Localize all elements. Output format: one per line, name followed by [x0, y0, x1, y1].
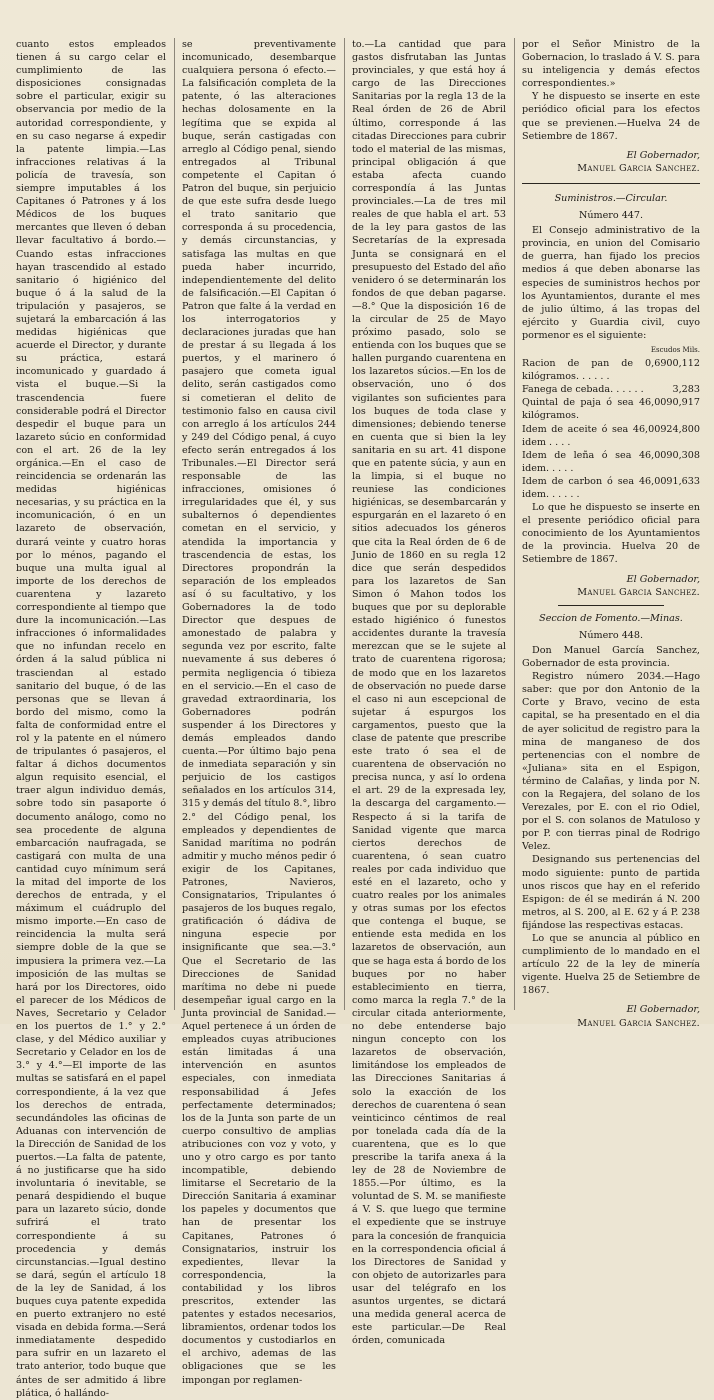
- price-label: Fanega de cebada. . . . . .: [522, 384, 644, 396]
- section-title-fomento: Seccion de Fomento.—Minas.: [539, 612, 683, 624]
- column-2: [182, 38, 336, 1386]
- price-value: 3,283: [672, 384, 700, 396]
- price-row: [522, 423, 700, 449]
- order-text: Y he dispuesto se inserte en este periódico oficial para los efectos que se previenen.—Huelva 24 de Setiembre de 1867.: [522, 91, 700, 142]
- signature-name: Manuel Garcia Sanchez.: [577, 1017, 700, 1029]
- column-3: [352, 38, 506, 1347]
- column-1: [16, 38, 166, 1399]
- section-close-text: Lo que se anuncia al público en cumplimiento de lo mandado en el artículo 22 de la ley de minería vigente. Huelva 25 de Setiembre de 1867.: [522, 933, 700, 997]
- column-4: [522, 38, 700, 1029]
- section-intro: Don Manuel García Sanchez, Gobernador de esta provincia.: [522, 644, 700, 670]
- price-row: [522, 475, 700, 501]
- column-1-text: cuanto estos empleados tienen á su cargo celar el cumplimiento de las disposiciones consignadas sobre el particular, exigir su observancia por medio de la autoridad correspondiente, y en su caso negarse á expedir la patente limpia.—Las infracciones relativas á la policía de travesía, son siempre imputables á los Capitanes ó Patrones y á los Médicos de los buques mercantes que lleven ó deban llevar facultativo á bordo.—Cuando estas infracciones hayan trascendido al estado sanitario ó higiénico del buque ó á la salud de la tripulación y pasajeros, se sujetará la embarcación á las medidas higiénicas que acuerde el Director, y durante su práctica, estará incomunicado y guardado á vista el buque.—Si la trascendencia fuere considerable podrá el Director despedir el buque para un lazareto súcio en conformidad con el art. 26 de la ley orgánica.—En el caso de reincidencia se ordenarán las medidas higiénicas necesarias, y su práctica en la incomunicación, ó en un lazareto de observación, durará veinte y cuatro horas por lo ménos, pagando el buque una multa igual al importe de los derechos de cuarentena y lazareto correspondiente al tiempo que dure la incomunicación.—Las infracciones ó informalidades que no infundan recelo en órden á la salud pública ni trasciendan al estado sanitario del buque, ó de las personas que se llevan á bordo del mismo, como la falta de conformidad entre el rol y la patente en el número de tripulantes ó pasajeros, el faltar á dichos documentos algun requisito esencial, el traer algun individuo demás, sobre todo sin pasaporte ó documento análogo, como no sea procedente de alguna embarcación naufragada, se castigará con multa de una cantidad cuyo mínimum será la mitad del importe de los derechos de entrada, y el máximum el cuádruplo del mismo importe.—En caso de reincidencia la multa será siempre doble de la que se impusiera la primera vez.—La imposición de las multas se hará por los Directores, oido el parecer de los Médicos de Naves, Secretario y Celador en los puertos de 1.° y 2.° clase, y del Médico auxiliar y Secretario y Celador en los de 3.° y 4.°—El importe de las multas se satisfará en el papel correspondiente, á la vez que los derechos de entrada, secundándoles las oficinas de Aduanas con intervención de la Dirección de Sanidad de los puertos.—La falta de patente, á no justificarse que ha sido involuntaria ó inevitable, se penará despidiendo el buque para un lazareto súcio, donde sufrirá el trato correspondiente á su procedencia y demás circunstancias.—Igual destino se dará, según el artículo 18 de la ley de Sanidad, á los buques cuya patente expedida en puerto extranjero no esté visada en debida forma.—Será inmediatamente despedido para sufrir en un lazareto el trato anterior, todo buque que ántes de ser admitido á libre plática, ó hallándo-: [16, 39, 166, 1399]
- price-value: 0,112: [672, 358, 700, 370]
- section-body: Designando sus pertenencias del modo siguiente: punto de partida unos riscos que hay en el referido Espigon: de él se medirán á N. 200 metros, al S. 200, al E. 62 y á P. 238 fijándose las respectivas estacas.: [522, 854, 700, 931]
- price-value: 1,633: [672, 475, 700, 487]
- price-label: Quintal de paja ó sea 46,009 kilógramos.: [522, 397, 673, 422]
- column-divider: [174, 38, 175, 1010]
- price-label: Idem de aceite ó sea 46,009 idem . . . .: [522, 423, 667, 448]
- price-row: [522, 449, 700, 475]
- price-label: Idem de leña ó sea 46,009 idem. . . . .: [522, 449, 673, 474]
- column-3-text: to.—La cantidad que para gastos disfrutaban las Juntas provinciales, y que está hoy á cargo de las Direcciones Sanitarias por la regla 13 de la Real órden de 26 de Abril último, corresponde á las citadas Direcciones para cubrir todo el material de las mismas, principal obligación á que estaba afecta cuando correspondía á las Juntas provinciales.—La de tres mil reales de que habla el art. 53 de la ley para gastos de las Secretarías de la expresada Junta se consignará en el presupuesto del Estado del año venidero ó se determinarán los fondos de que deban pagarse.—8.° Que la disposición 16 de la circular de 25 de Mayo próximo pasado, solo se entienda con los buques que se hallen purgando cuarentena en los lazaretos súcios.—En los de observación, uno ó dos vigilantes son suficientes para los buques de toda clase y dimensiones; debiendo tenerse en cuenta que si bien la ley sanitaria en su art. 41 dispone que en patente súcia, y aun en la limpia, si el buque no reuniese las condiciones higiénicas, se desembarcarán y espurgarán en el lazareto ó en sitios adecuados los géneros que cita la Real órden de 6 de Junio de 1860 en su regla 12 dice que serán despedidos para los lazaretos de San Simon ó Mahon todos los buques que por su deplorable estado higiénico ó funestos accidentes durante la travesía merezcan que se le sujete al trato de cuarentena rigorosa; de modo que en los lazaretos de observación no puede darse el caso ni aun escepcional de sujetar á espurgos los cargamentos, puesto que la clase de patente que prescribe este trato ó sea el de cuarentena de observación no precisa nunca, y así lo ordena el art. 29 de la expresada ley, la descarga del cargamento.—Respecto á si la tarifa de Sanidad vigente que marca ciertos derechos de cuarentena, ó sean cuatro reales por cada individuo que esté en el lazareto, ocho y cuatro reales por los animales y otras sumas por los efectos que contenga el buque, se entiende esta medida en los lazaretos de observación, aun que se haga esta á bordo de los buques por no haber establecimiento en tierra, como marca la regla 7.° de la circular citada anteriormente, no debe entenderse bajo ningun concepto con los lazaretos de observación, limitándose los empleados de las Direcciones Sanitarias á solo la exacción de los derechos de cuarentena ó sean veinticinco céntimos de real por tonelada cada día de la cuarentena, que es lo que prescribe la tarifa anexa á la ley de 28 de Noviembre de 1855.—Por último, es la voluntad de S. M. se manifieste á V. S. que luego que termine el expediente que se instruye para la concesión de franquicia en la correspondencia oficial á los Directores de Sanidad y con objeto de autorizarles para usar del telégrafo en los asuntos urgentes, se dictará una medida general acerca de este particular.—De Real órden, comunicada: [352, 39, 506, 1347]
- price-value: 0,917: [672, 397, 700, 409]
- price-row: [522, 357, 700, 383]
- section-divider: [558, 605, 665, 606]
- signature-name: Manuel Garcia Sanchez.: [577, 586, 700, 598]
- price-row: [522, 396, 700, 422]
- section-number: Número 448.: [578, 629, 644, 641]
- price-row: [522, 383, 700, 396]
- continuation-text: por el Señor Ministro de la Gobernacion, lo traslado á V. S. para su inteligencia y demás efectos correspondientes.»: [522, 39, 700, 90]
- price-label: Idem de carbon ó sea 46,009 idem. . . . . .: [522, 475, 673, 500]
- column-divider: [344, 38, 345, 1010]
- price-value: 24,800: [666, 423, 700, 435]
- column-2-text: se preventivamente incomunicado, desembarque cualquiera persona ó efecto.—La falsificación completa de la patente, ó las alteraciones hechas dolosamente en la legítima que se expida al buque, serán castigadas con arreglo al Código penal, siendo entregados al Tribunal competente el Capitan ó Patron del buque, sin perjuicio de que este sufra desde luego el trato sanitario que corresponda á su procedencia, y demás circunstancias, y satisfaga las multas en que pueda haber incurrido, independientemente del delito de falsificación.—El Capitan ó Patron que falte á la verdad en los interrogatorios y declaraciones juradas que han de prestar á su llegada á los puertos, y el marinero ó pasajero que cometa igual delito, serán castigados como si cometieran el delito de testimonio falso en causa civil con arreglo á los artículos 244 y 249 del Código penal, á cuyo efecto serán entregados á los Tribunales.—El Director será responsable de las infracciones, omisiones ó irregularidades que él, y sus subalternos ó dependientes cometan en el servicio, y atendida la importancia y trascendencia de estas, los Directores propondrán la separación de los empleados así ó su facultativo, y los Gobernadores la de todo Director que despues de amonestado de palabra y segunda vez por escrito, falte nuevamente á sus deberes ó permita negligencia ó tibieza en el servicio.—En el caso de gravedad extraordinaria, los Gobernadores podrán suspender á los Directores y demás empleados dando cuenta.—Por último bajo pena de inmediata separación y sin perjuicio de los castigos señalados en los artículos 314, 315 y demás del título 8.°, libro 2.° del Código penal, los empleados y dependientes de Sanidad marítima no podrán admitir y mucho ménos pedir ó exigir de los Capitanes, Patrones, Navieros, Consignatarios, Tripulantes ó pasajeros de los buques regalo, gratificación ó dádiva de ninguna especie por insignificante que sea.—3.° Que el Secretario de las Direcciones de Sanidad marítima no debe ni puede desempeñar igual cargo en la Junta provincial de Sanidad.—Aquel pertenece á un órden de empleados cuyas atribuciones están limitadas á una intervención en asuntos especiales, con inmediata responsabilidad á Jefes perfectamente determinados; los de la Junta son parte de un cuerpo consultivo de amplias atribuciones con voz y voto, y uno y otro cargo es por tanto incompatible, debiendo limitarse el Secretario de la Dirección Sanitaria á examinar los papeles y documentos que han de presentar los Capitanes, Patrones ó Consignatarios, instruir los expedientes, llevar la correspondencia, la contabilidad y los libros prescritos, extender las patentes y estados necesarios, libramientos, ordenar todos los documentos y custodiarlos en el archivo, ademas de las obligaciones que se les impongan por reglamen-: [182, 39, 336, 1386]
- column-divider: [514, 38, 515, 1010]
- section-divider: [522, 183, 700, 184]
- signature-name: Manuel Garcia Sanchez.: [577, 162, 700, 174]
- price-label: Racion de pan de 0,690 kilógramos. . . . . .: [522, 358, 673, 383]
- section-title-suministros: Suministros.—Circular.: [554, 192, 668, 204]
- table-header: Escudos Mils.: [650, 345, 700, 354]
- signature-title: El Gobernador,: [626, 149, 700, 161]
- section-text: El Consejo administrativo de la provincia, en union del Comisario de guerra, han fijado los precios medios á que deben abonarse las especies de suministros hechos por los Ayuntamientos, durante el mes de julio último, á las tropas del ejército y Guardia civil, cuyo pormenor es el siguiente:: [522, 225, 700, 341]
- signature-title: El Gobernador,: [626, 1004, 700, 1016]
- section-body: Registro número 2034.—Hago saber: que por don Antonio de la Corte y Bravo, vecino de esta capital, se ha presentado en el dia de ayer solicitud de registro para la mina de manganeso de dos pertenencias con el nombre de «Juliana» sita en el Espigon, término de Calañas, y linda por N. con la Regajera, del solano de los Verezales, por E. con el rio Odiel, por el S. con solanos de Matuloso y por P. con tierras pinal de Rodrigo Velez.: [522, 671, 700, 853]
- section-close-text: Lo que he dispuesto se inserte en el presente periódico oficial para conocimiento de los Ayuntamientos de la provincia. Huelva 20 de Setiembre de 1867.: [522, 502, 700, 566]
- price-value: 0,308: [672, 449, 700, 461]
- section-number: Número 447.: [578, 210, 644, 222]
- signature-title: El Gobernador,: [626, 573, 700, 585]
